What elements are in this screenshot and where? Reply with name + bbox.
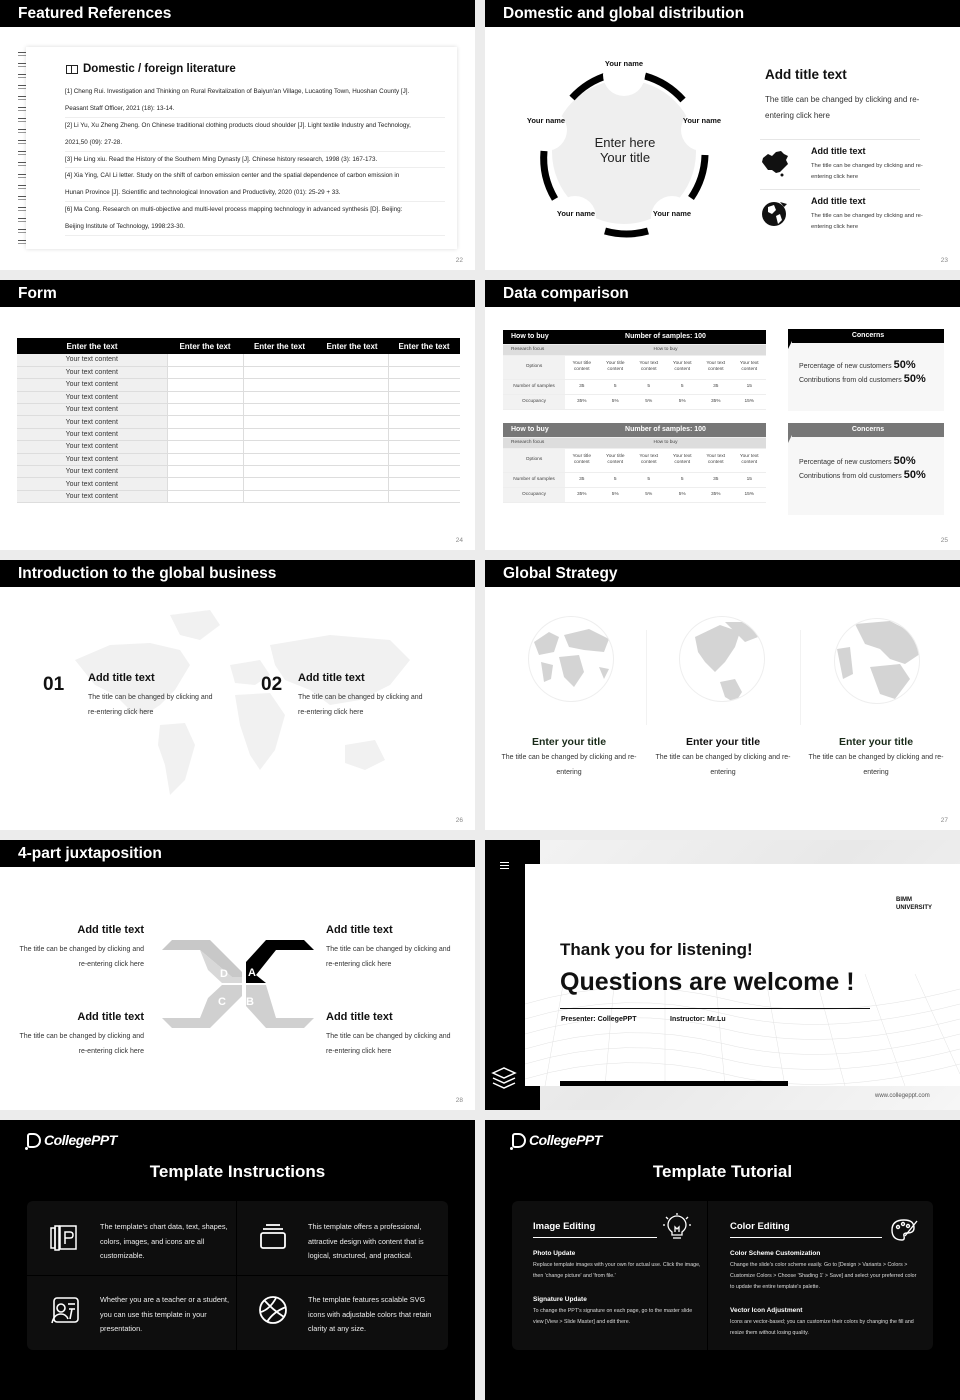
table-row	[17, 416, 460, 428]
concern-label: Contributions from old customers	[799, 377, 902, 384]
photo-update-title: Photo Update	[533, 1250, 576, 1257]
strategy-desc: The title can be changed by clicking and re-entering	[808, 754, 944, 776]
powerpoint-icon	[50, 1222, 80, 1252]
table-cell: Your text content	[699, 448, 733, 472]
university-line: BIMM	[896, 897, 912, 903]
table-cell: Your title content	[565, 448, 599, 472]
column-header: Enter the text	[167, 338, 243, 354]
questions-heading: Questions are welcome !	[560, 968, 855, 996]
table-cell: 35%	[699, 394, 733, 409]
concern-label: Contributions from old customers	[799, 473, 902, 480]
globe-icon	[760, 198, 790, 228]
reference-line: [3] He Ling xiu. Read the History of the Southern Ming Dynasty [J]. Chinese history research, 1998 (3): 167-173.	[65, 152, 445, 169]
signature-update-text: To change the PPT's signature on each page, go to the master slide view [View > Slide Master] and edit there.	[533, 1308, 693, 1325]
instruction-text: The template features scalable SVG icons with adjustable colors that retain clarity at any size.	[308, 1295, 432, 1333]
svg-text:B: B	[246, 996, 254, 1008]
item-number: 01	[43, 674, 65, 695]
item-number: 02	[261, 674, 283, 695]
page-number: 26	[455, 817, 463, 824]
table-cell: Your text content	[733, 355, 767, 379]
comparison-table-1	[503, 330, 766, 410]
table-cell: 5%	[666, 394, 700, 409]
concern-line	[799, 373, 944, 387]
row-label: Number of samples	[503, 472, 565, 487]
strategy-title: Enter your title	[531, 736, 607, 748]
table-cell: Your text content	[17, 404, 167, 416]
reference-line: [1] Cheng Rui. Investigation and Thinking on Rural Revitalization of Baiyun'an Village, Lucaoting Town, Huoshan County [J].	[65, 88, 410, 95]
basketball-icon	[258, 1295, 288, 1325]
photo-update-text: Replace template images with your own for actual use. Click the image, then 'change picture' and 'from file.'	[533, 1262, 701, 1279]
juxtaposition-title: Add title text	[326, 924, 393, 936]
table-cell: 5%	[599, 487, 633, 502]
slide-title: Introduction to the global business	[0, 560, 475, 587]
svg-text:C: C	[218, 996, 226, 1008]
instruction-text: Whether you are a teacher or a student, you can use this template in your presentation.	[100, 1295, 229, 1333]
concerns-box	[788, 423, 944, 515]
item-title: Add title text	[88, 672, 155, 684]
table-cell: 5%	[599, 394, 633, 409]
instruction-item	[50, 1220, 235, 1264]
slide-title: Data comparison	[485, 280, 960, 307]
column-header: Enter the text	[316, 338, 388, 354]
logo-text: CollegePPT	[44, 1132, 117, 1148]
concern-value: 50%	[893, 455, 916, 467]
item-desc: The title can be changed by clicking and re-entering click here	[811, 213, 923, 230]
image-editing-heading: Image Editing	[533, 1221, 596, 1232]
item-title: Add title text	[811, 196, 866, 206]
website-url[interactable]: www.collegeppt.com	[875, 1093, 930, 1099]
table-cell: Your text content	[17, 478, 167, 490]
reference-line: [2] Li Yu, Xu Zheng Zheng. On Chinese traditional clothing products cloud shoulder [J]. Light textile Industry and Technology,	[65, 121, 411, 129]
focus-label: Research focus	[503, 437, 565, 448]
table-row	[17, 354, 460, 366]
table-cell: Your text content	[632, 448, 666, 472]
table-row	[17, 478, 460, 490]
table-cell: 5%	[666, 487, 700, 502]
page-number: 22	[455, 257, 463, 264]
occupancy-row	[503, 487, 766, 502]
instruction-item	[50, 1293, 235, 1337]
instruction-text: The template's chart data, text, shapes, colors, images, and icons are all customizable.	[100, 1222, 228, 1260]
table-row	[17, 391, 460, 403]
row-label: Number of samples	[503, 379, 565, 394]
juxtaposition-desc: The title can be changed by clicking and re-entering click here	[326, 1033, 451, 1055]
item-desc: The title can be changed by clicking and re-entering click here	[88, 694, 213, 716]
slide-title: Featured References	[0, 0, 475, 27]
juxtaposition-title: Add title text	[77, 924, 144, 936]
comparison-header	[503, 423, 766, 437]
juxtaposition-title: Add title text	[77, 1011, 144, 1023]
reference-line: 2021,50 (09): 27-28.	[65, 135, 445, 152]
table-cell: Your text content	[666, 448, 700, 472]
table-cell: Your text content	[17, 441, 167, 453]
row-label: Options	[503, 448, 565, 472]
form-table	[17, 338, 460, 503]
focus-value: How to buy	[565, 437, 766, 448]
table-cell: Your text content	[17, 379, 167, 391]
juxtaposition-title: Add title text	[326, 1011, 393, 1023]
table-cell: Your text content	[17, 428, 167, 440]
header-samples: Number of samples: 100	[565, 423, 766, 437]
logo-mark-icon	[512, 1133, 526, 1148]
table-cell: 15%	[733, 487, 767, 502]
table-cell: Your text content	[17, 490, 167, 502]
layers-icon	[491, 1066, 517, 1090]
concern-line	[799, 359, 944, 373]
table-cell: 5	[599, 379, 633, 394]
reference-list	[65, 84, 445, 236]
header-label: How to buy	[503, 423, 565, 437]
instruction-item	[258, 1293, 443, 1337]
distribution-desc: The title can be changed by clicking and re-entering click here	[765, 95, 920, 120]
table-row	[17, 466, 460, 478]
focus-row	[503, 344, 766, 355]
page-number: 23	[940, 257, 948, 264]
concern-value: 50%	[903, 373, 926, 385]
table-row	[17, 379, 460, 391]
table-cell: 35%	[565, 394, 599, 409]
page-number: 24	[455, 537, 463, 544]
page-number: 28	[455, 1097, 463, 1104]
distribution-item	[760, 189, 923, 237]
vector-icon-title: Vector Icon Adjustment	[730, 1307, 803, 1314]
header-label: How to buy	[503, 330, 565, 344]
instruction-text: This template offers a professional, attractive design with content that is logical, structured, and practical.	[308, 1222, 424, 1260]
globe-icon	[528, 616, 614, 702]
panel-divider	[707, 1201, 708, 1350]
divider	[560, 1008, 870, 1009]
table-header-row	[17, 338, 460, 354]
table-cell: 5	[599, 472, 633, 487]
reference-line: Beijing Institute of Technology, 1998:23-30.	[65, 219, 445, 236]
slide-title: Global Strategy	[485, 560, 960, 587]
strategy-desc: The title can be changed by clicking and re-entering	[501, 754, 637, 776]
center-line: Enter here	[594, 135, 656, 150]
slide-template-instructions[interactable]	[0, 1120, 475, 1400]
reference-line: [6] Ma Cong. Research on multi-objective and multi-level process mapping technology in advanced synthesis [D]. Beijing:	[65, 206, 403, 214]
table-row	[17, 490, 460, 502]
color-scheme-title: Color Scheme Customization	[730, 1250, 821, 1257]
strategy-title: Enter your title	[685, 736, 761, 748]
layers-window-icon	[258, 1222, 288, 1252]
table-cell: Your text content	[17, 466, 167, 478]
strategy-column	[806, 736, 946, 780]
table-cell: Your text content	[17, 366, 167, 378]
row-label: Occupancy	[503, 487, 565, 502]
concern-line	[799, 469, 944, 483]
table-cell: 5%	[632, 487, 666, 502]
table-cell: Your title content	[599, 355, 633, 379]
table-row	[17, 404, 460, 416]
juxtaposition-desc: The title can be changed by clicking and re-entering click here	[326, 946, 451, 968]
signature-update-title: Signature Update	[533, 1296, 587, 1303]
table-cell: 5	[632, 472, 666, 487]
concern-label: Percentage of new customers	[799, 459, 892, 466]
table-cell: Your text content	[666, 355, 700, 379]
table-cell: Your text content	[17, 354, 167, 366]
color-scheme-text: Change the slide's color scheme easily. Go to [Design > Variants > Colors > Customize Colors > Choose 'Shading 1' > Save] and select your preferred color to update the entire template's palette.	[730, 1262, 917, 1290]
table-cell: 35	[565, 472, 599, 487]
slide-template-tutorial[interactable]	[485, 1120, 960, 1400]
row-label: Occupancy	[503, 394, 565, 409]
item-title: Add title text	[811, 146, 866, 156]
focus-value: How to buy	[565, 344, 766, 355]
open-book-icon	[66, 65, 78, 74]
item-desc: The title can be changed by clicking and re-entering click here	[811, 163, 923, 180]
svg-text:A: A	[248, 967, 256, 979]
presenter-label: Presenter: CollegePPT	[561, 1016, 637, 1023]
heading-underline	[533, 1237, 657, 1238]
menu-icon[interactable]	[500, 862, 509, 869]
samples-row	[503, 472, 766, 487]
table-cell: Your title content	[599, 448, 633, 472]
reference-title-text: Domestic / foreign literature	[83, 63, 236, 75]
panel-divider	[27, 1275, 448, 1276]
slide-title: 4-part juxtaposition	[0, 840, 475, 867]
concern-label: Percentage of new customers	[799, 363, 892, 370]
globe-icon	[834, 618, 920, 704]
instruction-item	[258, 1220, 443, 1264]
logo-mark-icon	[27, 1133, 41, 1148]
concern-line	[799, 455, 944, 469]
table-cell: Your text content	[17, 453, 167, 465]
tutorial-title: Template Tutorial	[652, 1162, 793, 1181]
cycle-node: Your name	[652, 209, 692, 218]
table-cell: 15	[733, 379, 767, 394]
table-cell: 35	[699, 379, 733, 394]
table-cell: Your title content	[565, 355, 599, 379]
reference-line: [4] Xia Ying, CAI Li letter. Study on the shift of carbon emission center and the spatial dependence of carbon emission in	[65, 172, 400, 180]
color-editing-heading: Color Editing	[730, 1221, 790, 1232]
slide-title: Form	[0, 280, 475, 307]
table-row	[17, 366, 460, 378]
table-cell: Your text content	[699, 355, 733, 379]
column-divider	[800, 630, 801, 725]
header-samples: Number of samples: 100	[565, 330, 766, 344]
comparison-header	[503, 330, 766, 344]
svg-text:D: D	[220, 968, 228, 980]
reference-line: Hunan Province [J]. Scientific and technological Innovation and Productivity, 2020 (01): 25-29 + 33.	[65, 185, 445, 202]
slide-title: Domestic and global distribution	[485, 0, 960, 27]
table-row	[17, 428, 460, 440]
juxtaposition-desc: The title can be changed by clicking and re-entering click here	[19, 1033, 144, 1055]
university-line: UNIVERSITY	[896, 904, 933, 911]
row-label: Options	[503, 355, 565, 379]
juxtaposition-desc: The title can be changed by clicking and re-entering click here	[19, 946, 144, 968]
focus-row	[503, 437, 766, 448]
china-map-icon	[760, 148, 790, 178]
center-line: Your title	[599, 150, 651, 165]
table-cell: 5	[632, 379, 666, 394]
collegeppt-logo	[512, 1132, 602, 1148]
concern-value: 50%	[903, 469, 926, 481]
university-name	[896, 897, 932, 912]
cycle-center-text	[580, 135, 670, 165]
table-cell: 35	[699, 472, 733, 487]
column-header: Enter the text	[388, 338, 460, 354]
table-cell: Your text content	[17, 416, 167, 428]
instructions-title: Template Instructions	[149, 1162, 326, 1181]
table-cell: 5	[666, 472, 700, 487]
cycle-node: Your name	[604, 59, 644, 68]
collegeppt-logo	[27, 1132, 117, 1148]
reference-line: Peasant Staff Officer, 2021 (18): 13-14.	[65, 101, 445, 118]
logo-text: CollegePPT	[529, 1132, 602, 1148]
column-divider	[646, 630, 647, 725]
comparison-table-2	[503, 423, 766, 503]
strategy-title: Enter your title	[838, 736, 914, 748]
concerns-box	[788, 329, 944, 411]
cycle-node: Your name	[526, 116, 566, 125]
table-cell: 15%	[733, 394, 767, 409]
column-header: Enter the text	[17, 338, 167, 354]
concerns-header: Concerns	[792, 329, 944, 343]
table-cell: 5%	[632, 394, 666, 409]
distribution-item	[760, 139, 923, 187]
cycle-node: Your name	[556, 209, 596, 218]
table-row	[17, 441, 460, 453]
item-desc: The title can be changed by clicking and re-entering click here	[298, 694, 423, 716]
vector-icon-text: Icons are vector-based; you can customize their colors by changing the fill and resize them without losing quality.	[730, 1319, 914, 1336]
table-cell: 5	[666, 379, 700, 394]
table-cell: 35%	[565, 487, 599, 502]
four-part-arrow-diagram	[160, 940, 316, 1028]
occupancy-row	[503, 394, 766, 409]
table-row	[17, 453, 460, 465]
samples-row	[503, 379, 766, 394]
cycle-diagram	[526, 55, 722, 240]
strategy-desc: The title can be changed by clicking and re-entering	[655, 754, 791, 776]
table-cell: Your text content	[17, 391, 167, 403]
teacher-board-icon	[50, 1295, 80, 1325]
table-cell: 35%	[699, 487, 733, 502]
strategy-column	[499, 736, 639, 780]
thank-you-heading: Thank you for listening!	[560, 940, 753, 959]
reference-card-title	[66, 63, 236, 75]
column-header: Enter the text	[243, 338, 316, 354]
palette-icon	[890, 1218, 918, 1242]
cycle-node: Your name	[682, 116, 722, 125]
item-title: Add title text	[298, 672, 365, 684]
heading-underline	[730, 1237, 882, 1238]
page-number: 25	[940, 537, 948, 544]
page-number: 27	[940, 817, 948, 824]
strategy-column	[653, 736, 793, 780]
concerns-header: Concerns	[792, 423, 944, 437]
lightbulb-icon	[663, 1212, 691, 1242]
options-row	[503, 355, 766, 379]
options-row	[503, 448, 766, 472]
concern-value: 50%	[893, 359, 916, 371]
accent-bar	[560, 1081, 788, 1086]
instructor-label: Instructor: Mr.Lu	[670, 1016, 726, 1023]
table-cell: 15	[733, 472, 767, 487]
table-cell: Your text content	[632, 355, 666, 379]
table-cell: Your text content	[733, 448, 767, 472]
globe-icon	[679, 616, 765, 702]
distribution-title: Add title text	[765, 67, 847, 82]
table-cell: 35	[565, 379, 599, 394]
focus-label: Research focus	[503, 344, 565, 355]
